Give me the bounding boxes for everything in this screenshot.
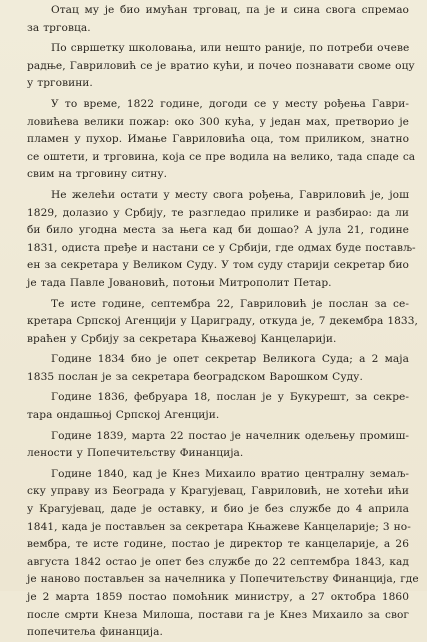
text-line: Године 1836, фебруара 18, послан је у Букурешт, за секре-: [51, 391, 409, 404]
text-line: ску управу из Београда у Крагујевац, Гавриловић, не хотећи ићи: [27, 485, 409, 498]
text-line: Године 1840, кад је Кнез Михаило вратио централну земаљ-: [51, 467, 409, 480]
paragraph-1: [27, 2, 409, 37]
paragraph-4: [27, 187, 416, 293]
paragraph-9: [27, 466, 419, 642]
text-line: 1841, када је постављен за секретара Књажеве Канцеларије; 3 но-: [27, 520, 411, 533]
text-line: Године 1834 био је опет секретар Великога Суда; а 2 маја: [51, 353, 409, 366]
text-line: Те исте године, септембра 22, Гавриловић је послан за се-: [51, 297, 409, 310]
text-line: У то време, 1822 године, догоди се у месту рођења Гаври-: [51, 97, 409, 110]
text-line: лености у Попечитељству Финанција.: [27, 447, 244, 460]
text-line: у трговини.: [27, 77, 93, 90]
text-line: По свршетку школовања, или нешто раније, по потреби очеве: [51, 42, 410, 55]
text-line: августа 1842 остао је опет без службе до 22 септембра 1843, кад: [27, 555, 409, 568]
text-line: ен за секретара у Великом Суду. У том суду старији секретар био: [27, 259, 409, 272]
text-line: 1835 послан је за секретара београдском Варошком Суду.: [27, 370, 363, 383]
paragraph-8: [27, 428, 409, 463]
paragraph-3: [27, 96, 416, 184]
text-line: је наново постављен за начелника у Попечитељству Финанција, где: [27, 573, 419, 586]
text-line: је тада Павле Јовановић, потоњи Митрополит Петар.: [27, 276, 332, 289]
text-line: после смрти Кнеза Милоша, постави га је Кнез Михаило за свог: [27, 608, 409, 621]
paragraph-6: [27, 351, 409, 386]
text-line: за трговца.: [27, 21, 91, 34]
paragraph-5: [27, 296, 418, 349]
text-line: свим на трговину ситну.: [27, 168, 168, 181]
text-line: се оштети, и трговина, која се пре водила на велико, тада спаде са: [27, 150, 416, 163]
text-line: би било угодна места за њега кад би дошао? А јула 21, године: [27, 224, 409, 237]
text-line: вембра, те исте године, постао је директор те канцеларије, а 26: [27, 538, 409, 551]
text-line: кретара Српској Агенцији у Цариграду, откуда је, 7 декембра 1833,: [27, 315, 418, 328]
text-line: Године 1839, марта 22 постао је начелник одељењу промиш-: [51, 429, 409, 442]
text-line: Отац му је био имућан трговац, па је и сина свога спремао: [51, 4, 409, 16]
text-line: 1829, долазио у Србију, те разгледао прилике и разбирао: да ли: [27, 206, 409, 219]
text-line: 1831, одиста пређе и настани се у Србији, где одмах буде постављ-: [27, 241, 416, 254]
text-line: пламен у пухор. Имање Гавриловића оца, том приликом, знатно: [27, 133, 409, 146]
text-line: тара ондашњој Српској Агенцији.: [27, 409, 220, 422]
text-line: радње, Гавриловић се је вратио кући, и почео познавати своме оцу: [27, 59, 415, 72]
paragraph-2: [27, 40, 415, 93]
text-line: попечитеља финанција.: [27, 626, 163, 639]
text-line: у Крагујевац, даде је оставку, и био је без службе до 4 априла: [27, 503, 409, 516]
text-line: Не желећи остати у месту свога рођења, Гавриловић је, још: [51, 188, 409, 201]
text-line: враћен у Србију за секретара Књажевој Канцеларији.: [27, 332, 337, 345]
text-line: ловићева велики пожар: око 300 кућа, у један мах, претворио је: [27, 115, 409, 128]
text-line: је 2 марта 1859 постао помоћник министру, а 27 октобра 1860: [27, 591, 409, 603]
paragraph-7: [27, 389, 409, 424]
